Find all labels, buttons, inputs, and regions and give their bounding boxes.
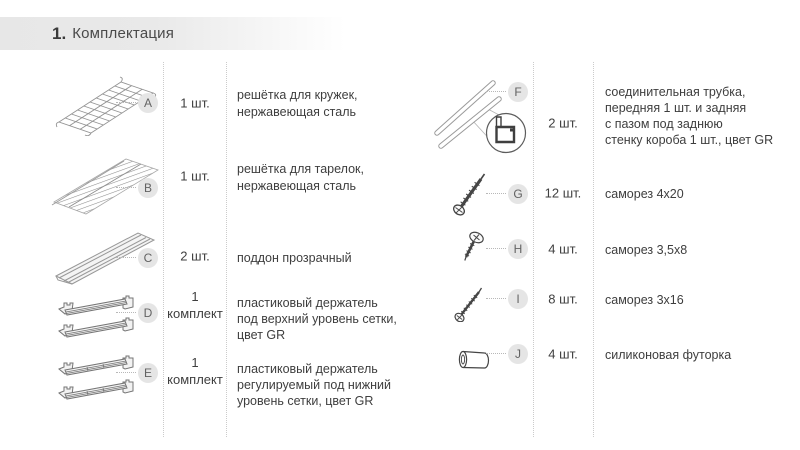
leader-line	[486, 353, 506, 354]
item-quantity: 4 шт.	[548, 346, 578, 362]
item-quantity: 1 комплект	[167, 355, 223, 387]
item-quantity: 2 шт.	[180, 248, 210, 264]
item-quantity: 12 шт.	[544, 185, 582, 201]
silicone-sleeve-icon	[456, 348, 492, 372]
item-description: соединительная трубка, передняя 1 шт. и задняя с пазом под заднюю стенку короба 1 шт., цвет GR	[605, 85, 774, 147]
leader-line	[116, 187, 136, 188]
item-letter-badge: D	[138, 303, 158, 323]
item-quantity: 8 шт.	[548, 291, 578, 307]
leader-line	[116, 257, 136, 258]
item-description: пластиковый держатель под верхний уровень сетки, цвет GR	[237, 296, 397, 342]
page-title: Комплектация	[72, 25, 175, 42]
item-quantity: 1 комплект	[167, 289, 223, 321]
leader-line	[486, 193, 506, 194]
item-letter-badge: A	[138, 93, 158, 113]
column-divider	[593, 62, 594, 437]
item-letter-badge: B	[138, 178, 158, 198]
item-description: решётка для кружек, нержавеющая сталь	[237, 88, 358, 119]
item-letter-badge: I	[508, 289, 528, 309]
section-header	[0, 17, 345, 50]
item-letter-badge: H	[508, 239, 528, 259]
item-quantity: 2 шт.	[548, 115, 578, 131]
screw-icon	[450, 170, 490, 216]
item-letter-badge: J	[508, 344, 528, 364]
leader-line	[116, 312, 136, 313]
item-description: саморез 4x20	[605, 187, 684, 201]
screw-icon	[452, 284, 486, 322]
screw-icon	[460, 230, 486, 264]
upper-holder-rails-icon	[53, 292, 141, 347]
item-letter-badge: C	[138, 248, 158, 268]
item-quantity: 4 шт.	[548, 241, 578, 257]
item-description: саморез 3x16	[605, 293, 684, 307]
item-letter-badge: E	[138, 363, 158, 383]
section-number: 1.	[52, 23, 67, 43]
item-quantity: 1 шт.	[180, 95, 210, 111]
leader-line	[486, 91, 506, 92]
leader-line	[116, 102, 136, 103]
leader-line	[486, 248, 506, 249]
item-description: саморез 3,5x8	[605, 243, 688, 257]
item-description: пластиковый держатель регулируемый под нижний уровень сетки, цвет GR	[237, 362, 391, 408]
column-divider	[226, 62, 227, 437]
item-letter-badge: F	[508, 82, 528, 102]
item-letter-badge: G	[508, 184, 528, 204]
leader-line	[486, 298, 506, 299]
lower-holder-rails-icon	[53, 352, 141, 410]
item-description: решётка для тарелок, нержавеющая сталь	[237, 162, 364, 193]
item-quantity: 1 шт.	[180, 168, 210, 184]
item-description: поддон прозрачный	[237, 251, 352, 265]
leader-line	[116, 372, 136, 373]
item-description: силиконовая футорка	[605, 348, 732, 362]
